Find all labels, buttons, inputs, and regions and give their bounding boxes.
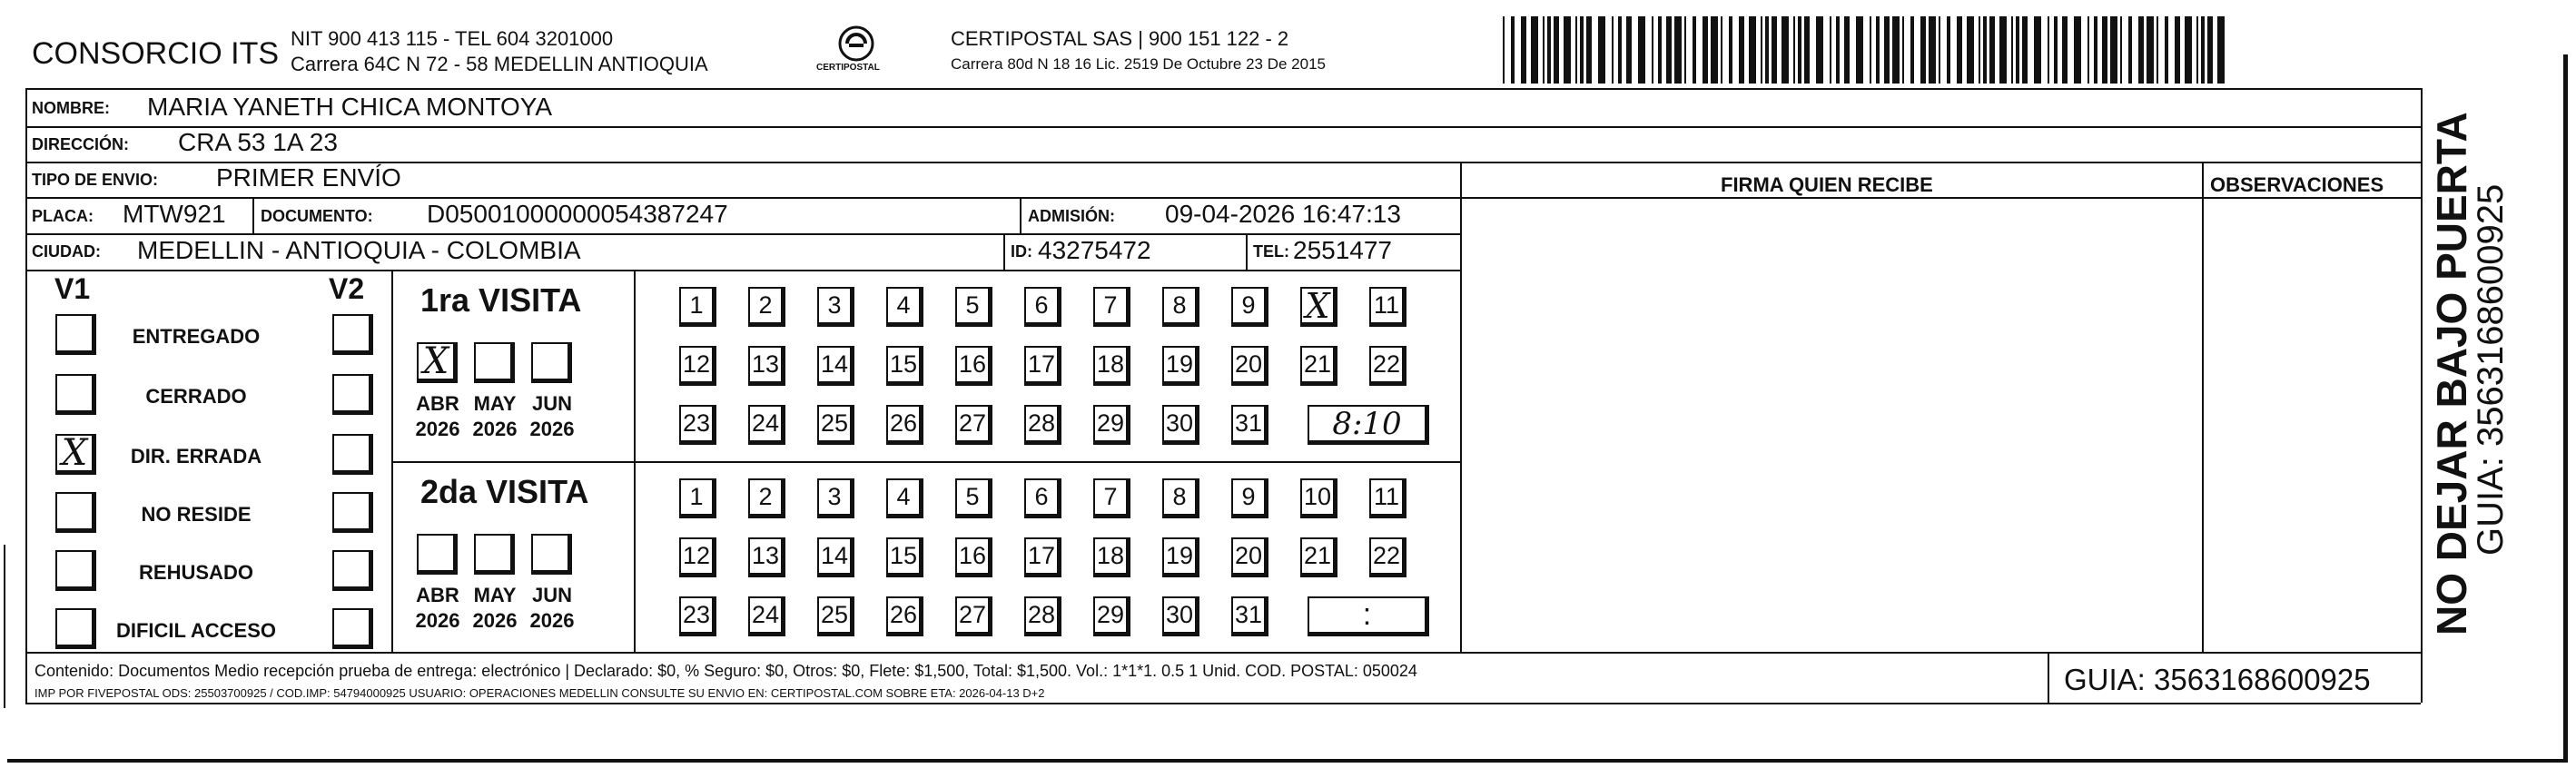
barcode-bar [1804,16,1810,84]
day-box[interactable]: 31 [1231,405,1268,445]
footer-content: Contenido: Documentos Medio recepción prueba de entrega: electrónico | Declarado: $0, % Seguro: $0, Otros: $0, Flete: $1,500, Total: $1,500. Vol.: 1*1*1. 0.5 1 Unid. COD. POSTAL: 050024 [35,662,1417,680]
barcode-bar [1729,16,1732,84]
day-box[interactable]: 30 [1162,596,1199,636]
day-box[interactable]: 17 [1024,346,1061,386]
admision-value: 09-04-2026 16:47:13 [1165,200,1401,228]
barcode-bar [2087,16,2089,84]
id-label: ID: [1011,242,1032,261]
barcode-bar [1856,16,1863,84]
barcode-bar [1703,16,1708,84]
barcode-bar [2074,16,2081,84]
direccion-label: DIRECCIÓN: [32,135,129,153]
barcode-bar [1793,16,1795,84]
time-box[interactable]: 8:10 [1308,405,1429,445]
cell-divider [252,197,254,233]
day-box[interactable]: 18 [1093,346,1130,386]
barcode-bar [1626,16,1632,84]
month-year: 2026 [529,418,575,440]
barcode-bar [1580,16,1584,84]
day-box[interactable]: 24 [748,596,785,636]
barcode-bar [1989,16,1995,84]
v2-checkbox[interactable] [332,374,373,415]
status-label: DIR. ERRADA [130,445,262,468]
barcode-bar [1876,16,1880,84]
no-dejar-bajo-puerta: NO DEJAR BAJO PUERTA [2428,112,2475,635]
visit-title: 2da VISITA [420,473,589,510]
barcode-bar [1836,16,1840,84]
barcode-bar [1979,16,1980,84]
barcode-bar [1947,16,1950,84]
status-label: DIFICIL ACCESO [115,619,276,642]
barcode-bar [1983,16,1987,84]
outer-bottom-border [25,703,2421,704]
day-box[interactable]: 9 [1231,287,1268,327]
barcode-bar [1939,16,1940,84]
placa-label: PLACA: [32,207,94,225]
month-checkbox[interactable] [474,342,515,383]
barcode-bar [1711,16,1718,84]
month-checkbox[interactable] [417,534,458,575]
barcode-bar [1543,16,1545,84]
barcode-bar [1910,16,1914,84]
time-box[interactable]: : [1308,596,1429,636]
status-label: CERRADO [145,385,247,408]
day-box[interactable]: 17 [1024,537,1061,577]
day-box[interactable]: 7 [1093,478,1130,518]
tel-label: TEL: [1253,242,1289,261]
v1-header: V1 [54,272,91,305]
barcode-bar [1870,16,1871,84]
footer-guia: GUIA: 3563168600925 [2064,663,2371,696]
nombre-label: NOMBRE: [32,99,110,117]
barcode-bar [1666,16,1672,84]
day-box[interactable]: 30 [1162,405,1199,445]
barcode-bar [1575,16,1577,84]
row-divider [25,197,2421,199]
status-label: NO RESIDE [141,503,252,526]
day-box[interactable]: 31 [1231,596,1268,636]
day-box[interactable]: 7 [1093,287,1130,327]
day-box[interactable]: 3 [817,287,854,327]
month-checkbox[interactable]: X [417,342,458,383]
logo-caption: CERTIPOSTAL [816,63,880,73]
barcode-bar [1929,16,1936,84]
day-box[interactable]: 10 [1300,478,1337,518]
barcode-bar [1765,16,1769,84]
barcode-bar [2128,16,2132,84]
barcode-bar [1674,16,1682,84]
month-label: MAY [473,392,517,415]
v2-checkbox[interactable] [332,492,373,533]
barcode-bar [1781,16,1789,84]
day-box[interactable]: 13 [748,537,785,577]
v2-checkbox[interactable] [332,314,373,355]
barcode-bar [1772,16,1777,84]
month-year: 2026 [472,418,518,440]
barcode-bar [1844,16,1850,84]
barcode-bar [2062,16,2068,84]
day-box[interactable]: 15 [886,346,923,386]
barcode-bar [1957,16,1962,84]
cell-divider [1246,233,1248,270]
status-label: REHUSADO [139,561,253,584]
day-box[interactable]: 13 [748,346,785,386]
barcode-bar [1511,16,1515,84]
barcode-bar [2110,16,2117,84]
documento-label: DOCUMENTO: [261,207,373,225]
certipostal-logo [813,24,900,78]
barcode-bar [2185,16,2192,84]
barcode-bar [1638,16,1645,84]
v2-checkbox[interactable] [332,608,373,649]
shadow-bottom-border [7,759,2568,763]
form-right-border [2421,88,2423,703]
day-box[interactable]: 2 [748,287,785,327]
day-box[interactable]: 25 [817,405,854,445]
barcode-bar [1830,16,1831,84]
day-box[interactable]: 8 [1162,478,1199,518]
observaciones-header: OBSERVACIONES [2210,173,2384,196]
day-box[interactable]: 28 [1024,405,1061,445]
observaciones-column-left [2202,162,2204,652]
firma-column-left [1460,162,1462,652]
barcode-bar [1761,16,1762,84]
barcode-bar [1999,16,2007,84]
ciudad-label: CIUDAD: [32,242,101,261]
footer-print-info: IMP POR FIVEPOSTAL ODS: 25503700925 / COD.IMP: 54794000925 USUARIO: OPERACIONES MEDELLIN CONSULTE SU ENVIO EN: CERTIPOSTAL.COM SOBRE ETA: 2026-04-13 D+2 [35,686,1045,700]
carrier-name: CERTIPOSTAL SAS | 900 151 122 - 2 [951,27,1289,50]
barcode-bar [1967,16,1974,84]
barcode-bar [1503,16,1505,84]
day-box[interactable]: 26 [886,596,923,636]
day-box[interactable]: 5 [955,478,992,518]
day-box[interactable]: 9 [1231,478,1268,518]
day-box[interactable]: 1 [679,287,716,327]
day-box[interactable]: 8 [1162,287,1199,327]
barcode-graphic [1503,16,2229,84]
barcode-bar [1739,16,1744,84]
month-label: MAY [473,584,517,606]
day-box[interactable]: 16 [955,537,992,577]
day-box[interactable]: 6 [1024,287,1061,327]
admision-label: ADMISIÓN: [1028,207,1115,225]
barcode-bar [1816,16,1823,84]
barcode-bar [2048,16,2049,84]
month-checkbox[interactable] [474,534,515,575]
carrier-address: Carrera 80d N 18 16 Lic. 2519 De Octubre 23 De 2015 [951,55,1326,73]
barcode-bar [1618,16,1622,84]
month-year: 2026 [415,418,460,440]
barcode-bar [1902,16,1904,84]
day-box[interactable]: 21 [1300,346,1337,386]
barcode-bar [2094,16,2097,84]
v2-checkbox[interactable] [332,550,373,591]
day-box[interactable]: 27 [955,596,992,636]
barcode-bar [1547,16,1551,84]
placa-value: MTW921 [123,200,226,228]
day-box[interactable]: 2 [748,478,785,518]
day-box[interactable]: 29 [1093,596,1130,636]
day-box[interactable]: 19 [1162,346,1199,386]
barcode [1503,16,2229,84]
ciudad-value: MEDELLIN - ANTIOQUIA - COLOMBIA [137,236,581,264]
day-box[interactable]: 4 [886,478,923,518]
visit-row-divider [391,461,1460,463]
barcode-bar [2217,16,2225,84]
day-box[interactable]: 21 [1300,537,1337,577]
barcode-bar [2175,16,2180,84]
barcode-bar [2054,16,2058,84]
barcode-bar [1684,16,1686,84]
cell-divider [1020,197,1022,233]
month-year: 2026 [529,609,575,632]
day-box[interactable]: 20 [1231,537,1268,577]
row-divider [25,270,1460,271]
tel-value: 2551477 [1293,236,1393,264]
barcode-bar [2034,16,2041,84]
day-box[interactable]: 29 [1093,405,1130,445]
barcode-bar [1658,16,1662,84]
day-box[interactable]: 16 [955,346,992,386]
day-box[interactable]: 14 [817,346,854,386]
day-box[interactable]: 12 [679,537,716,577]
barcode-bar [2196,16,2198,84]
day-box[interactable]: 6 [1024,478,1061,518]
day-box[interactable]: X [1300,287,1337,327]
barcode-bar [1598,16,1605,84]
barcode-bar [1531,16,1538,84]
day-box[interactable]: 24 [748,405,785,445]
barcode-bar [2022,16,2028,84]
barcode-bar [1554,16,1559,84]
barcode-bar [1721,16,1722,84]
day-box[interactable]: 11 [1369,287,1406,327]
month-label: JUN [531,584,572,606]
month-label: JUN [531,392,572,415]
month-year: 2026 [472,609,518,632]
barcode-bar [1612,16,1614,84]
tipo-envio-label: TIPO DE ENVIO: [32,171,159,189]
day-box[interactable]: 18 [1093,537,1130,577]
day-box[interactable]: 4 [886,287,923,327]
month-label: ABR [416,584,459,606]
day-box[interactable]: 12 [679,346,716,386]
direccion-value: CRA 53 1A 23 [178,128,338,156]
barcode-bar [2011,16,2013,84]
company-name: CONSORCIO ITS [32,36,280,71]
side-guia: GUIA: 3563168600925 [2471,183,2511,556]
day-box[interactable]: 25 [817,596,854,636]
day-box[interactable]: 20 [1231,346,1268,386]
firma-header: FIRMA QUIEN RECIBE [1721,173,1933,196]
day-box[interactable]: 22 [1369,537,1406,577]
nombre-value: MARIA YANETH CHICA MONTOYA [147,93,553,121]
barcode-bar [2016,16,2019,84]
barcode-bar [2138,16,2144,84]
month-checkbox[interactable] [531,342,572,383]
day-box[interactable]: 11 [1369,478,1406,518]
barcode-bar [2102,16,2107,84]
barcode-bar [1892,16,1900,84]
day-box[interactable]: 3 [817,478,854,518]
barcode-bar [2207,16,2213,84]
barcode-bar [1564,16,1571,84]
row-divider [25,126,2421,128]
day-box[interactable]: 14 [817,537,854,577]
barcode-bar [1920,16,1926,84]
v2-checkbox[interactable] [332,434,373,475]
day-box[interactable]: 19 [1162,537,1199,577]
documento-value: D05001000000054387247 [427,200,728,228]
v1-checkbox[interactable]: X [55,434,96,475]
barcode-bar [1586,16,1592,84]
cell-divider [1003,233,1005,270]
v2-header: V2 [329,272,365,305]
month-label: ABR [416,392,459,415]
company-address: Carrera 64C N 72 - 58 MEDELLIN ANTIOQUIA [291,53,708,75]
barcode-bar [1693,16,1696,84]
day-box[interactable]: 27 [955,405,992,445]
barcode-bar [1798,16,1801,84]
company-nit: NIT 900 413 115 - TEL 604 3201000 [291,27,614,50]
id-value: 43275472 [1038,236,1151,264]
tipo-envio-value: PRIMER ENVÍO [216,163,401,192]
row-divider [25,233,1460,235]
day-box[interactable]: 28 [1024,596,1061,636]
day-box[interactable]: 23 [679,596,716,636]
status-label: ENTREGADO [132,325,261,348]
barcode-bar [2147,16,2154,84]
month-year: 2026 [415,609,460,632]
barcode-bar [1652,16,1653,84]
footer-guia-divider [2048,652,2049,703]
footer-top-border [25,652,2421,654]
barcode-bar [2165,16,2168,84]
barcode-bar [1521,16,1526,84]
visit-title: 1ra VISITA [420,281,582,319]
day-box[interactable]: 23 [679,405,716,445]
month-checkbox[interactable] [531,534,572,575]
barcode-bar [1884,16,1890,84]
barcode-bar [1749,16,1756,84]
barcode-bar [2201,16,2205,84]
barcode-bar [2120,16,2122,84]
outer-top-border [25,88,2421,90]
day-box[interactable]: 26 [886,405,923,445]
barcode-bar [2157,16,2158,84]
shadow-right-border [2563,54,2568,761]
day-box[interactable]: 5 [955,287,992,327]
day-box[interactable]: 15 [886,537,923,577]
day-box[interactable]: 1 [679,478,716,518]
day-box[interactable]: 22 [1369,346,1406,386]
